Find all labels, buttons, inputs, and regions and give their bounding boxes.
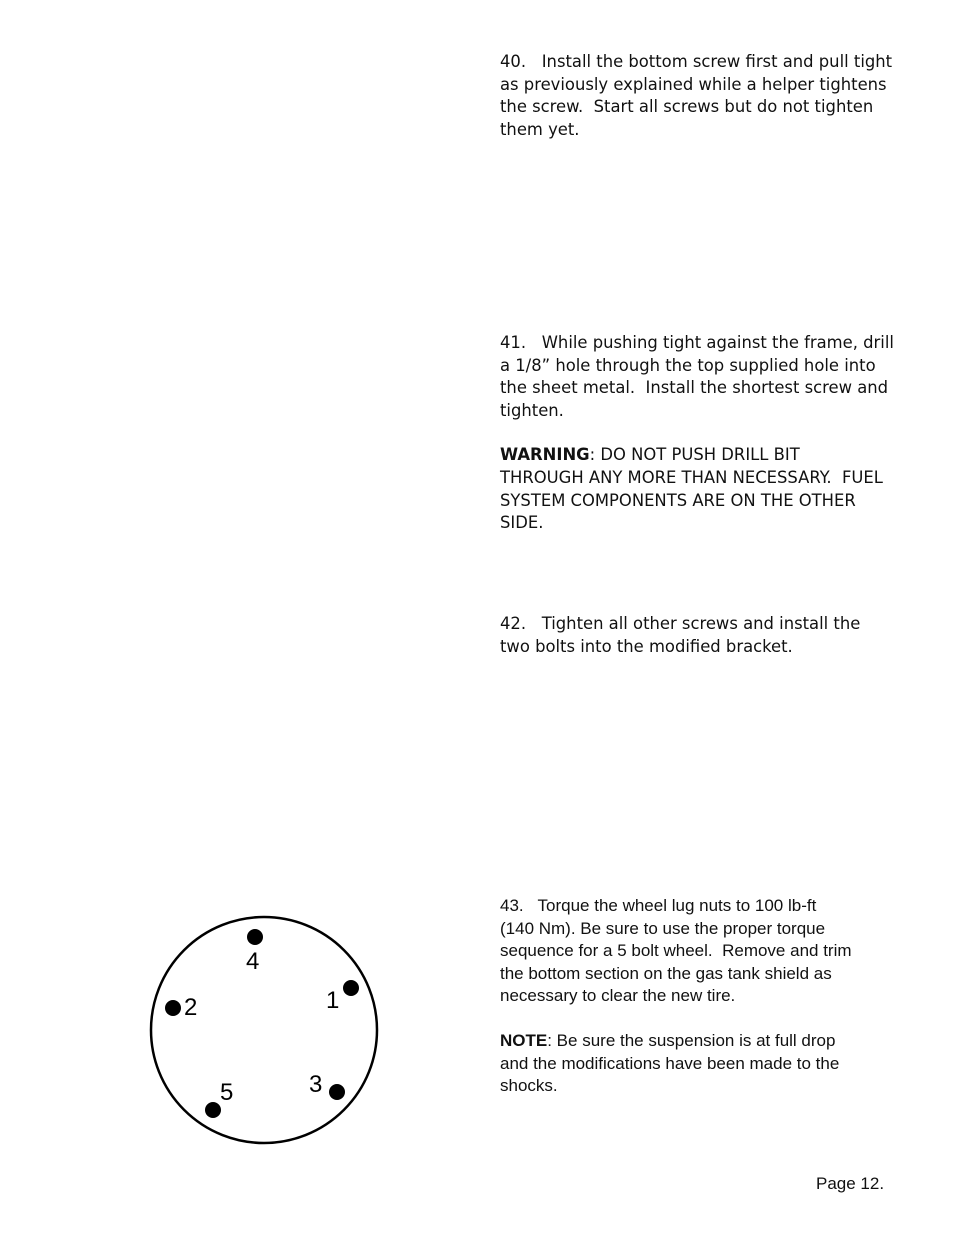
warning-line-1: WARNING: DO NOT PUSH DRILL BIT — [500, 445, 800, 465]
lug-label-1: 1 — [326, 987, 340, 1014]
step-40 — [500, 51, 900, 141]
step-40-line-1: 40. Install the bottom screw first and pull tight — [500, 52, 893, 71]
step-40-line-2: as previously explained while a helper tightens — [500, 74, 887, 94]
step-42 — [500, 613, 900, 658]
step-41-line-4: tighten. — [500, 400, 564, 420]
lug-label-4: 4 — [246, 948, 260, 975]
lug-hole-2 — [165, 1000, 181, 1016]
note-label: NOTE — [500, 1030, 548, 1050]
step-43-line-3: sequence for a 5 bolt wheel. Remove and trim — [500, 941, 852, 961]
note-line-3: shocks. — [500, 1076, 558, 1096]
step-43-line-4: the bottom section on the gas tank shield as — [500, 963, 832, 983]
lug-hole-1 — [343, 980, 359, 996]
wheel-outline — [151, 917, 377, 1143]
lug-label-2: 2 — [184, 994, 198, 1021]
step-42-line-2: two bolts into the modified bracket. — [500, 636, 793, 656]
step-43-line-2: (140 Nm). Be sure to use the proper torque — [500, 918, 826, 938]
lug-hole-3 — [329, 1084, 345, 1100]
step-43-line-1: 43. Torque the wheel lug nuts to 100 lb-ft — [500, 896, 817, 915]
warning-line-3: SYSTEM COMPONENTS ARE ON THE OTHER — [500, 490, 856, 510]
note-line-1: NOTE: Be sure the suspension is at full drop — [500, 1030, 836, 1050]
lug-label-3: 3 — [309, 1071, 323, 1098]
lug-hole-4 — [247, 929, 263, 945]
warning-line-4: SIDE. — [500, 513, 544, 533]
note-line-2: and the modifications have been made to the — [500, 1053, 840, 1073]
step-41-line-3: the sheet metal. Install the shortest screw and — [500, 378, 889, 398]
step-40-line-4: them yet. — [500, 119, 580, 139]
lug-hole-5 — [205, 1102, 221, 1118]
step-41 — [500, 332, 900, 535]
step-number: 40. — [500, 52, 527, 71]
step-41-line-1: 41. While pushing tight against the frame, drill — [500, 333, 894, 352]
lug-nut-sequence-diagram — [140, 905, 390, 1155]
page-number: Page 12. — [816, 1174, 885, 1193]
step-43-line-5: necessary to clear the new tire. — [500, 986, 736, 1006]
step-number: 43. — [500, 896, 524, 915]
step-40-line-3: the screw. Start all screws but do not tighten — [500, 97, 874, 117]
step-number: 42. — [500, 614, 527, 633]
warning-label: WARNING — [500, 445, 590, 465]
warning-line-2: THROUGH ANY MORE THAN NECESSARY. FUEL — [500, 467, 883, 487]
step-number: 41. — [500, 333, 527, 352]
lug-label-5: 5 — [220, 1079, 234, 1106]
step-41-line-2: a 1/8” hole through the top supplied hole into — [500, 355, 876, 375]
step-43 — [500, 895, 900, 1098]
step-42-line-1: 42. Tighten all other screws and install the — [500, 614, 861, 633]
